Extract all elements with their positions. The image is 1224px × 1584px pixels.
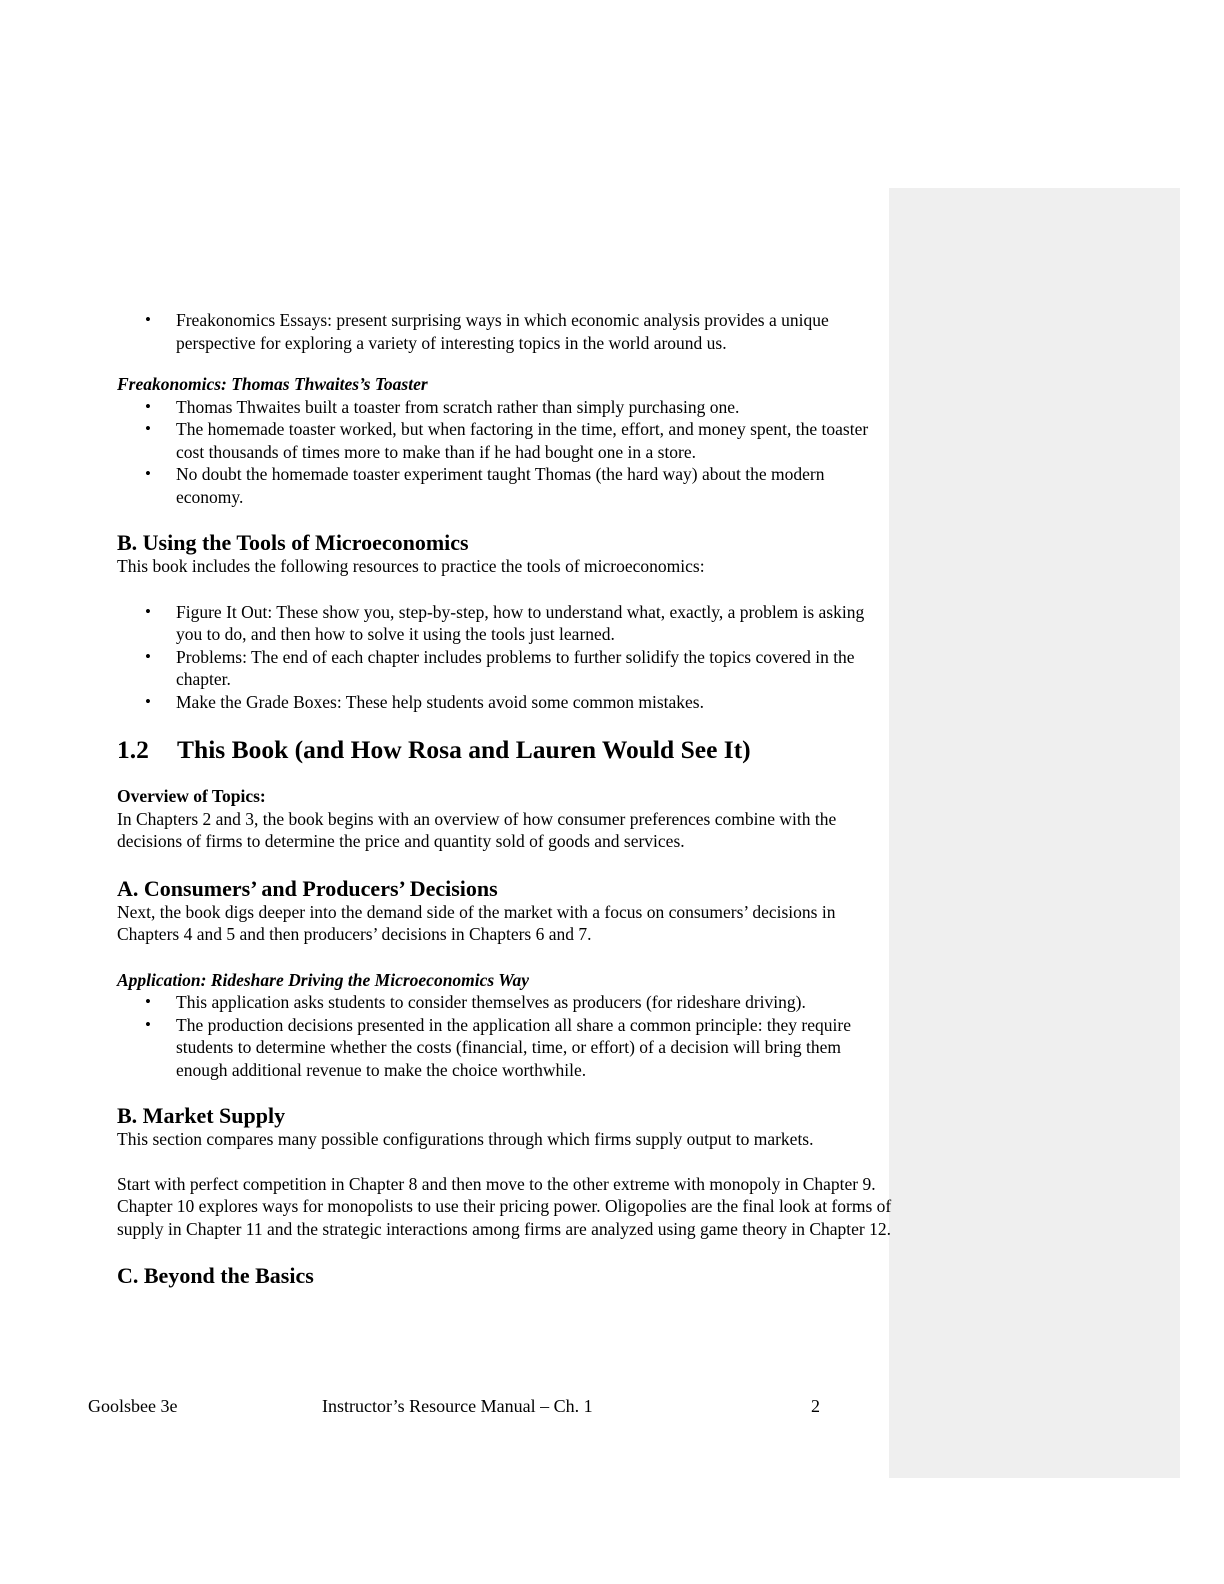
list-item: • This application asks students to consider themselves as producers (for rideshare driving). — [117, 991, 892, 1014]
section-heading-tools: B. Using the Tools of Microeconomics — [117, 530, 469, 555]
page-number: 2 — [811, 1396, 820, 1416]
section-title: This Book (and How Rosa and Lauren Would See It) — [177, 735, 751, 764]
section-heading-supply: B. Market Supply — [117, 1103, 286, 1128]
list-item: • Problems: The end of each chapter includes problems to further solidify the topics covered in the chapter. — [117, 646, 892, 691]
application-title: Application: Rideshare Driving the Microeconomics Way — [117, 969, 530, 990]
document-body — [117, 309, 892, 1288]
section-number: 1.2 — [117, 735, 149, 764]
section-heading-1-2 — [117, 736, 892, 764]
tools-list — [117, 601, 892, 714]
comment-pane — [889, 188, 1180, 1478]
toaster-list — [117, 396, 892, 509]
page-footer — [88, 1396, 828, 1420]
list-item: • Figure It Out: These show you, step-by-step, how to understand what, exactly, a problem is asking you to do, and then how to solve it using the tools just learned. — [117, 601, 892, 646]
freakonomics-toaster-title: Freakonomics: Thomas Thwaites’s Toaster — [117, 374, 428, 394]
overview-heading: Overview of Topics: — [117, 786, 266, 806]
supply-text-1: This section compares many possible configurations through which firms supply output to markets. — [117, 1129, 814, 1149]
footer-manual: Instructor’s Resource Manual – Ch. 1 — [322, 1396, 593, 1416]
list-item: • Freakonomics Essays: present surprising ways in which economic analysis provides a unique perspective for exploring a variety of interesting topics in the world around us. — [117, 309, 892, 354]
footer-book: Goolsbee 3e — [88, 1396, 178, 1416]
tools-intro: This book includes the following resources to practice the tools of microeconomics: — [117, 556, 705, 576]
list-item: • The production decisions presented in the application all share a common principle: they require students to determine whether the costs (financial, time, or effort) of a decision will bring them enough additional revenue to make the choice worthwhile. — [117, 1014, 892, 1082]
section-heading-consumers: A. Consumers’ and Producers’ Decisions — [117, 875, 498, 901]
list-item: • Thomas Thwaites built a toaster from scratch rather than simply purchasing one. — [117, 396, 892, 419]
supply-text-2: Start with perfect competition in Chapter 8 and then move to the other extreme with monopoly in Chapter 9. Chapter 10 explores ways for monopolists to use their pricing power. Oligopolies are the final look at forms of supply in Chapter 11 and the strategic interactions among firms are analyzed using game theory in Chapter 12. — [117, 1173, 892, 1239]
list-item: • No doubt the homemade toaster experiment taught Thomas (the hard way) about the modern economy. — [117, 463, 892, 508]
freakonomics-intro-list — [117, 309, 892, 354]
section-heading-beyond: C. Beyond the Basics — [117, 1263, 314, 1288]
application-list — [117, 991, 892, 1081]
overview-text: In Chapters 2 and 3, the book begins with an overview of how consumer preferences combine with the decisions of firms to determine the price and quantity sold of goods and services. — [117, 808, 837, 851]
list-item: • The homemade toaster worked, but when factoring in the time, effort, and money spent, the toaster cost thousands of times more to make than if he had bought one in a store. — [117, 418, 892, 463]
consumers-text: Next, the book digs deeper into the demand side of the market with a focus on consumers’ decisions in Chapters 4 and 5 and then producers’ decisions in Chapters 6 and 7. — [117, 901, 836, 944]
list-item: • Make the Grade Boxes: These help students avoid some common mistakes. — [117, 691, 892, 714]
